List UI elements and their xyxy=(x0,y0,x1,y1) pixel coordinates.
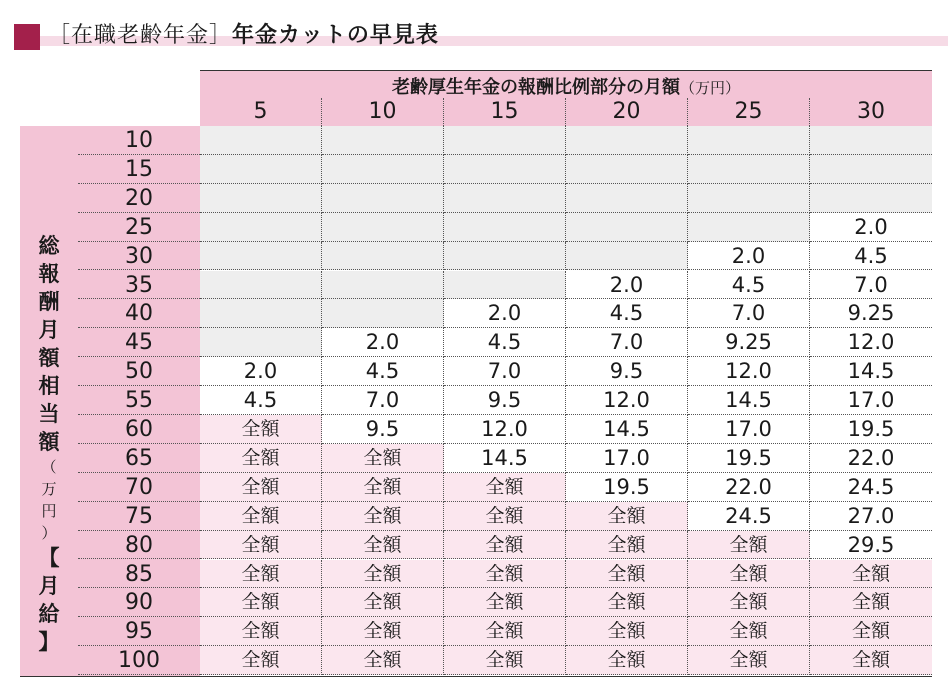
table-cell: 全額 xyxy=(322,502,444,531)
table-cell: 4.5 xyxy=(566,299,688,328)
table-cell xyxy=(566,242,688,271)
row-caption-char: 酬 xyxy=(38,290,60,314)
table-cell xyxy=(200,299,322,328)
table-cell: 全額 xyxy=(444,502,566,531)
table-cell xyxy=(444,184,566,213)
table-cell: 全額 xyxy=(444,531,566,560)
table-cell: 全額 xyxy=(688,646,810,675)
table-cell: 7.0 xyxy=(444,357,566,386)
row-label: 40 xyxy=(78,299,200,328)
row-caption-char: 額 xyxy=(38,346,60,370)
table-cell: 29.5 xyxy=(810,531,932,560)
table-cell xyxy=(322,299,444,328)
table-cell: 14.5 xyxy=(444,444,566,473)
row-caption-char: 額 xyxy=(38,430,60,454)
table-cell: 全額 xyxy=(444,617,566,646)
title-bar xyxy=(0,0,952,56)
table-cell xyxy=(200,213,322,242)
table-cell: 全額 xyxy=(322,473,444,502)
table-cell: 14.5 xyxy=(810,357,932,386)
column-header: 20 xyxy=(566,98,688,126)
row-caption-char: 月 xyxy=(38,318,60,342)
row-caption-char: 相 xyxy=(38,374,60,398)
table-cell: 全額 xyxy=(810,588,932,617)
table-cell: 12.0 xyxy=(444,415,566,444)
table-cell: 全額 xyxy=(566,502,688,531)
table-cell: 4.5 xyxy=(444,328,566,357)
row-label: 10 xyxy=(78,126,200,155)
table-cell: 4.5 xyxy=(810,242,932,271)
table-cell xyxy=(322,271,444,300)
table-cell: 全額 xyxy=(200,588,322,617)
table-cell: 2.0 xyxy=(810,213,932,242)
table-cell xyxy=(322,242,444,271)
table-cell xyxy=(200,271,322,300)
table-cell xyxy=(566,213,688,242)
table-cell xyxy=(444,155,566,184)
table-cell: 24.5 xyxy=(688,502,810,531)
table-cell: 2.0 xyxy=(322,328,444,357)
table-cell xyxy=(810,184,932,213)
table-cell: 全額 xyxy=(688,531,810,560)
row-label: 55 xyxy=(78,386,200,415)
table-cell: 全額 xyxy=(322,588,444,617)
table-cell: 全額 xyxy=(200,531,322,560)
table-cell: 全額 xyxy=(200,502,322,531)
table-cell: 全額 xyxy=(810,560,932,589)
table-cell: 9.5 xyxy=(444,386,566,415)
table-cell: 全額 xyxy=(444,588,566,617)
table-cell xyxy=(688,155,810,184)
table-cell: 2.0 xyxy=(688,242,810,271)
table-cell: 全額 xyxy=(688,588,810,617)
row-label: 95 xyxy=(78,617,200,646)
table-cell xyxy=(566,126,688,155)
table-cell: 27.0 xyxy=(810,502,932,531)
row-caption-char: 円 xyxy=(41,502,57,520)
table-cell: 全額 xyxy=(322,444,444,473)
table-cell xyxy=(566,184,688,213)
table-cell: 2.0 xyxy=(566,271,688,300)
row-label: 90 xyxy=(78,588,200,617)
column-header-caption xyxy=(200,70,932,100)
table-cell: 全額 xyxy=(566,646,688,675)
table-cell xyxy=(322,155,444,184)
table-cell xyxy=(322,126,444,155)
table-cell xyxy=(200,155,322,184)
table-cell: 17.0 xyxy=(566,444,688,473)
table-cell: 9.25 xyxy=(810,299,932,328)
column-header: 10 xyxy=(322,98,444,126)
row-label: 25 xyxy=(78,213,200,242)
table-cell: 全額 xyxy=(566,617,688,646)
row-caption-char: 当 xyxy=(38,402,60,426)
table-cell: 全額 xyxy=(322,531,444,560)
row-caption-char: 万 xyxy=(41,480,57,498)
row-label: 35 xyxy=(78,271,200,300)
row-label: 85 xyxy=(78,560,200,589)
row-caption-char: 【 xyxy=(38,546,60,570)
table-cell xyxy=(688,184,810,213)
row-header-caption-text xyxy=(32,232,66,656)
column-header: 5 xyxy=(200,98,322,126)
row-label: 15 xyxy=(78,155,200,184)
table-cell: 19.5 xyxy=(688,444,810,473)
column-header: 15 xyxy=(444,98,566,126)
row-label: 45 xyxy=(78,328,200,357)
row-caption-char: （ xyxy=(41,458,57,476)
cut-table xyxy=(20,70,932,676)
table-cell: 全額 xyxy=(810,617,932,646)
table-cell: 全額 xyxy=(322,560,444,589)
row-labels-column xyxy=(78,126,200,677)
table-cell: 7.0 xyxy=(566,328,688,357)
row-caption-unit xyxy=(32,456,66,544)
table-cell: 全額 xyxy=(200,617,322,646)
table-cell xyxy=(688,213,810,242)
table-cell: 全額 xyxy=(200,415,322,444)
table-cell xyxy=(322,184,444,213)
table-cell: 9.5 xyxy=(566,357,688,386)
table-cell: 4.5 xyxy=(688,271,810,300)
table-cell xyxy=(200,126,322,155)
table-cell: 14.5 xyxy=(566,415,688,444)
table-cell: 全額 xyxy=(566,560,688,589)
table-cell: 22.0 xyxy=(810,444,932,473)
table-cell: 全額 xyxy=(444,473,566,502)
table-cell xyxy=(322,213,444,242)
table-cell: 12.0 xyxy=(566,386,688,415)
title-square-icon xyxy=(14,24,40,50)
row-label: 100 xyxy=(78,646,200,675)
table-cell: 2.0 xyxy=(200,357,322,386)
column-header: 30 xyxy=(857,99,885,124)
row-caption-char: 月 xyxy=(38,574,60,598)
table-cell xyxy=(810,155,932,184)
column-caption-text: 老齢厚生年金の報酬比例部分の月額 xyxy=(391,77,680,98)
title-open-bracket: ［ xyxy=(48,23,72,48)
title-close-bracket: ］ xyxy=(209,23,233,48)
table-cell xyxy=(810,126,932,155)
row-header-caption xyxy=(20,126,79,677)
table-cell: 全額 xyxy=(322,646,444,675)
column-header-caption-text xyxy=(200,73,932,99)
table-cell xyxy=(688,126,810,155)
row-label: 80 xyxy=(78,531,200,560)
table-cell: 17.0 xyxy=(688,415,810,444)
row-label: 20 xyxy=(78,184,200,213)
row-label: 60 xyxy=(78,415,200,444)
table-cell: 全額 xyxy=(322,617,444,646)
table-cell xyxy=(200,242,322,271)
page-title xyxy=(48,18,439,49)
table-cell: 12.0 xyxy=(810,328,932,357)
table-cell: 全額 xyxy=(688,560,810,589)
table-cell xyxy=(444,126,566,155)
column-header-row xyxy=(200,98,932,127)
row-label: 30 xyxy=(78,242,200,271)
row-label: 75 xyxy=(78,502,200,531)
table-cell: 22.0 xyxy=(688,473,810,502)
table-cell: 全額 xyxy=(200,444,322,473)
table-cell: 12.0 xyxy=(688,357,810,386)
row-caption-suffix xyxy=(32,544,66,656)
row-caption-char: 給 xyxy=(38,602,60,626)
table-cell xyxy=(566,155,688,184)
row-caption-char: 総 xyxy=(38,234,60,258)
table-cell: 24.5 xyxy=(810,473,932,502)
table-cell: 全額 xyxy=(444,560,566,589)
row-caption-char: ） xyxy=(41,524,57,542)
title-main: 年金カットの早見表 xyxy=(232,23,439,48)
table-cell xyxy=(200,184,322,213)
table-cell: 全額 xyxy=(688,617,810,646)
table-cell: 14.5 xyxy=(688,386,810,415)
table-cell xyxy=(444,271,566,300)
table-cell: 7.0 xyxy=(688,299,810,328)
table-cell: 4.5 xyxy=(322,357,444,386)
table-cell: 17.0 xyxy=(810,386,932,415)
column-header: 25 xyxy=(688,98,810,126)
table-grid xyxy=(200,126,932,677)
row-caption-char: 】 xyxy=(38,630,60,654)
title-label: 在職老齢年金 xyxy=(71,23,210,48)
row-caption-label xyxy=(32,232,66,456)
table-cell: 全額 xyxy=(444,646,566,675)
table-cell: 9.25 xyxy=(688,328,810,357)
table-cell: 9.5 xyxy=(322,415,444,444)
row-label: 50 xyxy=(78,357,200,386)
table-cell: 19.5 xyxy=(566,473,688,502)
table-cell: 全額 xyxy=(566,588,688,617)
table-cell: 2.0 xyxy=(444,299,566,328)
table-cell: 19.5 xyxy=(810,415,932,444)
column-caption-unit: （万円） xyxy=(679,79,740,97)
table-cell: 4.5 xyxy=(200,386,322,415)
table-cell: 全額 xyxy=(810,646,932,675)
table-cell xyxy=(200,328,322,357)
row-label: 65 xyxy=(78,444,200,473)
row-label: 70 xyxy=(78,473,200,502)
table-cell: 全額 xyxy=(200,473,322,502)
table-cell xyxy=(444,242,566,271)
table-cell: 全額 xyxy=(200,560,322,589)
row-caption-char: 報 xyxy=(38,262,60,286)
table-cell: 7.0 xyxy=(810,271,932,300)
table-cell xyxy=(444,213,566,242)
table-cell: 7.0 xyxy=(322,386,444,415)
table-cell: 全額 xyxy=(200,646,322,675)
table-cell: 全額 xyxy=(566,531,688,560)
